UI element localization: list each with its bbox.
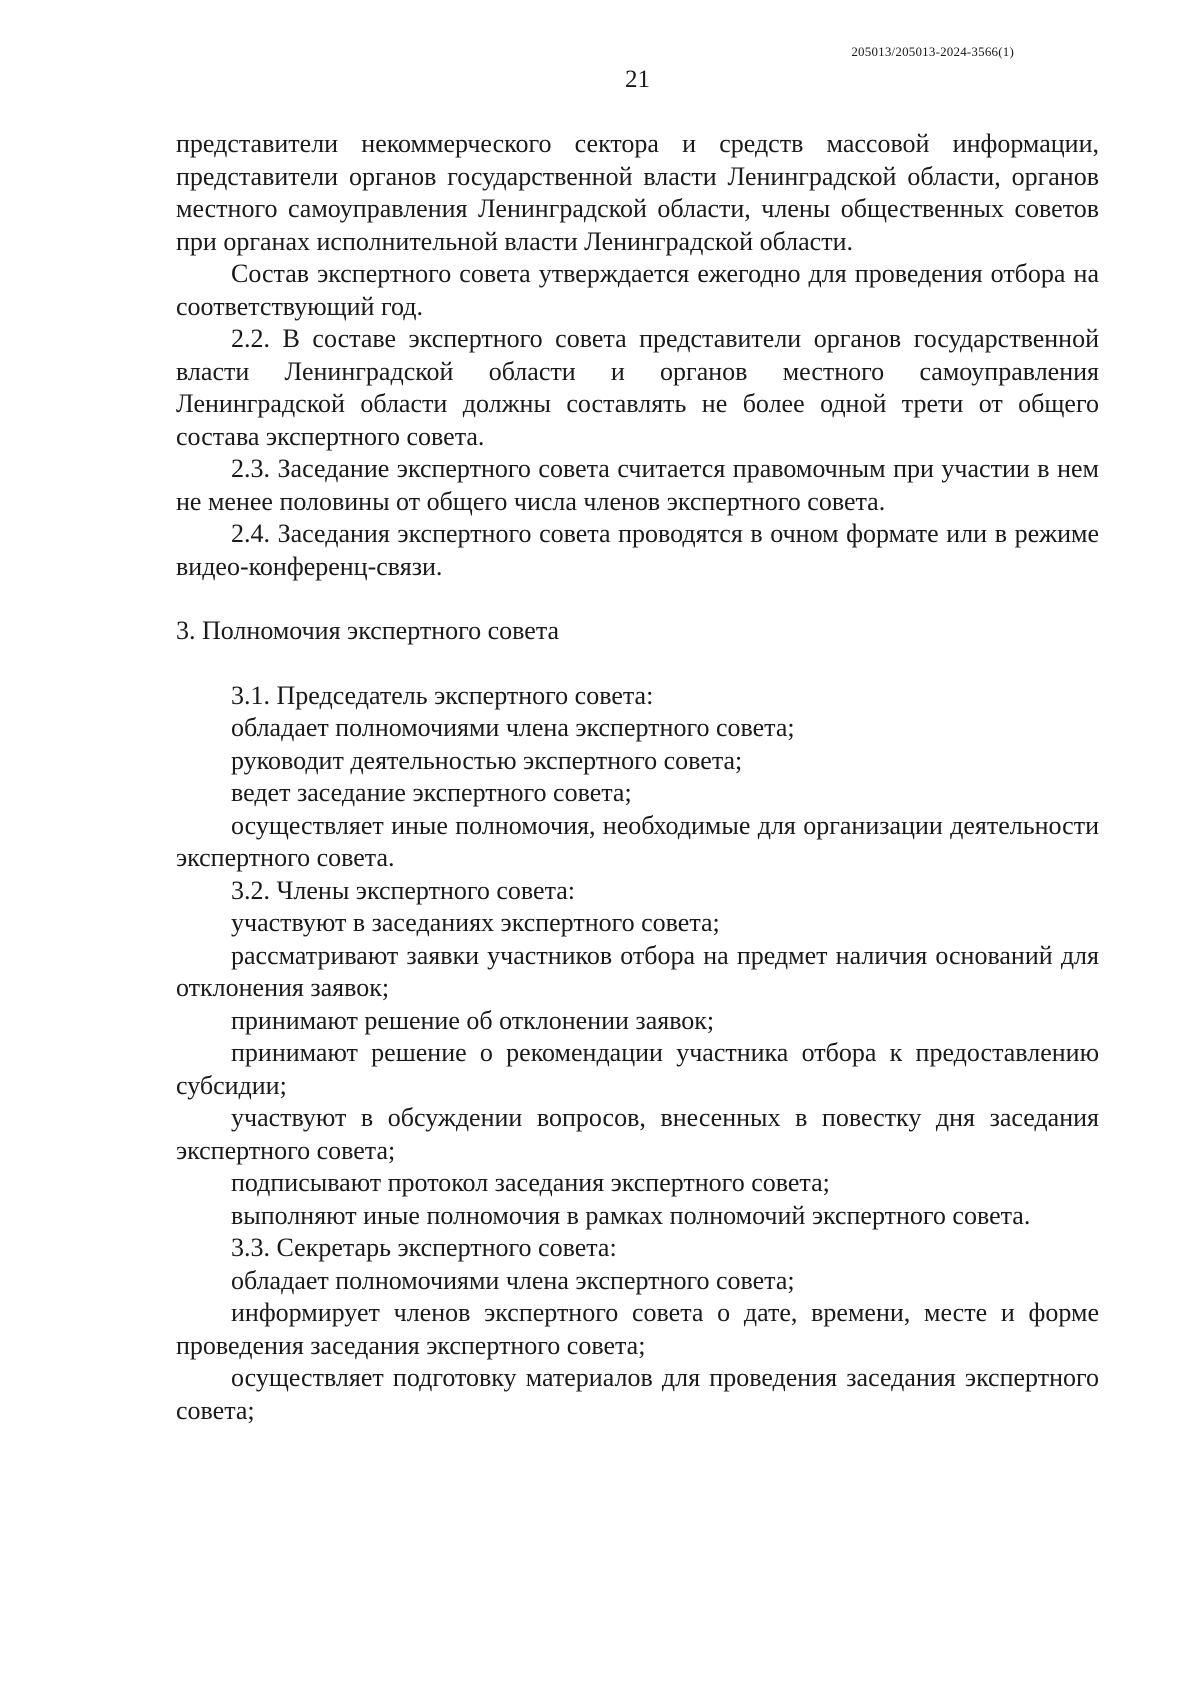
- section-heading: 3. Полномочия экспертного совета: [176, 616, 560, 645]
- paragraph: принимают решение об отклонении заявок;: [231, 1005, 715, 1035]
- paragraph: 2.2. В составе экспертного совета представители органов государственной власти Ленинградской области и органов местного самоуправления Ленинградской области должны составлять не более одной трети от общего состава экспертного совета.: [176, 324, 1099, 451]
- paragraph: обладает полномочиями члена экспертного совета;: [231, 713, 795, 742]
- paragraph: осуществляет иные полномочия, необходимые для организации деятельности экспертного совета.: [176, 810, 1099, 872]
- paragraph: подписывают протокол заседания экспертного совета;: [231, 1168, 830, 1197]
- paragraph: 2.4. Заседания экспертного совета проводятся в очном формате или в режиме видео-конференц-связи.: [176, 519, 1099, 581]
- document-id: 205013/205013-2024-3566(1): [851, 44, 1014, 59]
- paragraph: ведет заседание экспертного совета;: [231, 778, 632, 807]
- paragraph: Состав экспертного совета утверждается ежегодно для проведения отбора на соответствующий год.: [176, 259, 1099, 321]
- document-body: [176, 128, 1099, 1427]
- paragraph: 3.2. Члены экспертного совета:: [231, 875, 576, 905]
- paragraph: обладает полномочиями члена экспертного совета;: [231, 1265, 795, 1295]
- paragraph: руководит деятельностью экспертного совета;: [231, 745, 743, 775]
- paragraph: информирует членов экспертного совета о дате, времени, месте и форме проведения заседания экспертного совета;: [176, 1298, 1099, 1360]
- paragraph: представители некоммерческого сектора и средств массовой информации, представители органов государственной власти Ленинградской области, органов местного самоуправления Ленинградской области, члены общественных советов при органах исполнительной власти Ленинградской области.: [176, 129, 1099, 256]
- paragraph: выполняют иные полномочия в рамках полномочий экспертного совета.: [231, 1200, 1031, 1230]
- paragraph: участвуют в обсуждении вопросов, внесенных в повестку дня заседания экспертного совета;: [176, 1103, 1099, 1165]
- paragraph: принимают решение о рекомендации участника отбора к предоставлению субсидии;: [176, 1038, 1099, 1100]
- paragraph: участвуют в заседаниях экспертного совета;: [231, 908, 720, 937]
- paragraph: осуществляет подготовку материалов для проведения заседания экспертного совета;: [176, 1363, 1099, 1425]
- page-number: 21: [625, 66, 650, 93]
- paragraph: 3.1. Председатель экспертного совета:: [231, 680, 654, 710]
- paragraph: 3.3. Секретарь экспертного совета:: [231, 1233, 617, 1262]
- paragraph: 2.3. Заседание экспертного совета считается правомочным при участии в нем не менее половины от общего числа членов экспертного совета.: [176, 454, 1099, 516]
- paragraph: рассматривают заявки участников отбора на предмет наличия оснований для отклонения заявок;: [176, 940, 1099, 1002]
